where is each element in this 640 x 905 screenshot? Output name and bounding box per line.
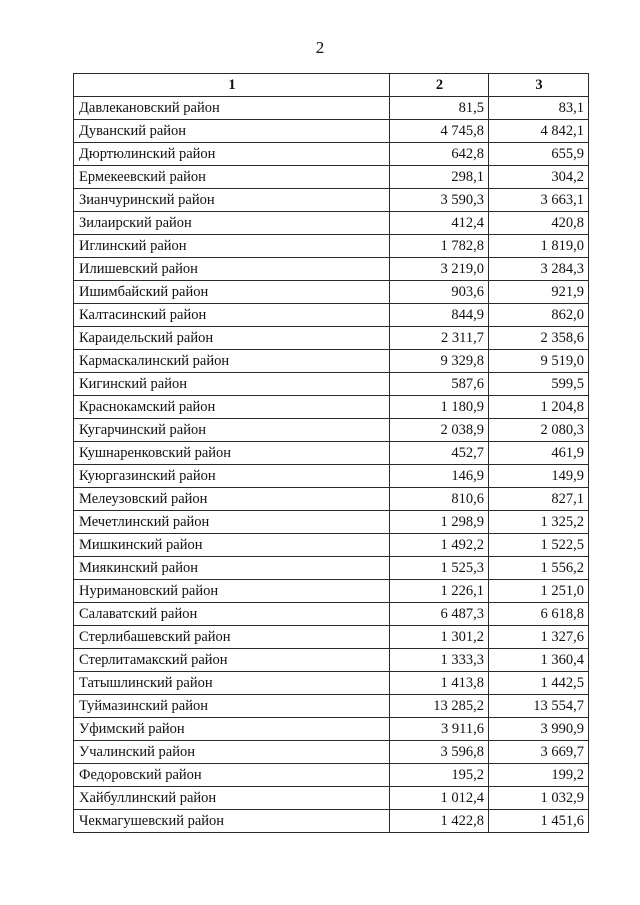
header-col-2: 2 bbox=[390, 74, 489, 97]
table-row bbox=[74, 189, 589, 212]
value-col-3-cell: 2 080,3 bbox=[489, 419, 589, 442]
value-col-2-cell: 298,1 bbox=[390, 166, 489, 189]
value-col-3-cell: 3 669,7 bbox=[489, 741, 589, 764]
district-name-cell: Караидельский район bbox=[74, 327, 390, 350]
table-row bbox=[74, 649, 589, 672]
value-col-2-cell: 1 180,9 bbox=[390, 396, 489, 419]
district-name-cell: Мелеузовский район bbox=[74, 488, 390, 511]
value-col-3-cell: 1 360,4 bbox=[489, 649, 589, 672]
value-col-3-cell: 2 358,6 bbox=[489, 327, 589, 350]
value-col-3-cell: 304,2 bbox=[489, 166, 589, 189]
value-col-2-cell: 1 492,2 bbox=[390, 534, 489, 557]
value-col-2-cell: 642,8 bbox=[390, 143, 489, 166]
value-col-3-cell: 1 204,8 bbox=[489, 396, 589, 419]
value-col-3-cell: 3 990,9 bbox=[489, 718, 589, 741]
value-col-2-cell: 13 285,2 bbox=[390, 695, 489, 718]
value-col-3-cell: 3 284,3 bbox=[489, 258, 589, 281]
value-col-3-cell: 9 519,0 bbox=[489, 350, 589, 373]
value-col-2-cell: 1 333,3 bbox=[390, 649, 489, 672]
value-col-2-cell: 9 329,8 bbox=[390, 350, 489, 373]
value-col-3-cell: 420,8 bbox=[489, 212, 589, 235]
table-row bbox=[74, 672, 589, 695]
district-name-cell: Ишимбайский район bbox=[74, 281, 390, 304]
table-row bbox=[74, 304, 589, 327]
value-col-2-cell: 810,6 bbox=[390, 488, 489, 511]
value-col-2-cell: 1 782,8 bbox=[390, 235, 489, 258]
district-name-cell: Давлекановский район bbox=[74, 97, 390, 120]
district-name-cell: Нуримановский район bbox=[74, 580, 390, 603]
district-name-cell: Мечетлинский район bbox=[74, 511, 390, 534]
value-col-2-cell: 3 911,6 bbox=[390, 718, 489, 741]
district-name-cell: Миякинский район bbox=[74, 557, 390, 580]
table-row bbox=[74, 97, 589, 120]
value-col-3-cell: 4 842,1 bbox=[489, 120, 589, 143]
table-row bbox=[74, 419, 589, 442]
value-col-2-cell: 412,4 bbox=[390, 212, 489, 235]
district-name-cell: Иглинский район bbox=[74, 235, 390, 258]
district-name-cell: Стерлибашевский район bbox=[74, 626, 390, 649]
table-row bbox=[74, 465, 589, 488]
table-row bbox=[74, 626, 589, 649]
table-row bbox=[74, 235, 589, 258]
value-col-3-cell: 1 451,6 bbox=[489, 810, 589, 833]
district-name-cell: Калтасинский район bbox=[74, 304, 390, 327]
value-col-2-cell: 81,5 bbox=[390, 97, 489, 120]
value-col-2-cell: 452,7 bbox=[390, 442, 489, 465]
header-row bbox=[74, 74, 589, 97]
value-col-3-cell: 1 522,5 bbox=[489, 534, 589, 557]
district-name-cell: Учалинский район bbox=[74, 741, 390, 764]
table-row bbox=[74, 396, 589, 419]
value-col-2-cell: 6 487,3 bbox=[390, 603, 489, 626]
value-col-2-cell: 4 745,8 bbox=[390, 120, 489, 143]
district-name-cell: Мишкинский район bbox=[74, 534, 390, 557]
district-name-cell: Чекмагушевский район bbox=[74, 810, 390, 833]
table-row bbox=[74, 787, 589, 810]
value-col-2-cell: 3 219,0 bbox=[390, 258, 489, 281]
table-row bbox=[74, 281, 589, 304]
value-col-3-cell: 655,9 bbox=[489, 143, 589, 166]
value-col-3-cell: 1 819,0 bbox=[489, 235, 589, 258]
table-row bbox=[74, 212, 589, 235]
value-col-2-cell: 2 038,9 bbox=[390, 419, 489, 442]
value-col-2-cell: 1 422,8 bbox=[390, 810, 489, 833]
value-col-2-cell: 1 301,2 bbox=[390, 626, 489, 649]
table-row bbox=[74, 534, 589, 557]
table-row bbox=[74, 511, 589, 534]
table-row bbox=[74, 695, 589, 718]
table-row bbox=[74, 557, 589, 580]
value-col-3-cell: 827,1 bbox=[489, 488, 589, 511]
header-col-3: 3 bbox=[489, 74, 589, 97]
table-header bbox=[74, 74, 589, 97]
value-col-3-cell: 3 663,1 bbox=[489, 189, 589, 212]
district-name-cell: Хайбуллинский район bbox=[74, 787, 390, 810]
value-col-2-cell: 587,6 bbox=[390, 373, 489, 396]
table-row bbox=[74, 442, 589, 465]
value-col-2-cell: 2 311,7 bbox=[390, 327, 489, 350]
district-name-cell: Дюртюлинский район bbox=[74, 143, 390, 166]
value-col-2-cell: 195,2 bbox=[390, 764, 489, 787]
value-col-3-cell: 921,9 bbox=[489, 281, 589, 304]
value-col-2-cell: 3 590,3 bbox=[390, 189, 489, 212]
value-col-3-cell: 6 618,8 bbox=[489, 603, 589, 626]
page-number: 2 bbox=[315, 38, 325, 57]
table-row bbox=[74, 350, 589, 373]
district-name-cell: Зианчуринский район bbox=[74, 189, 390, 212]
value-col-3-cell: 83,1 bbox=[489, 97, 589, 120]
value-col-3-cell: 461,9 bbox=[489, 442, 589, 465]
table-body bbox=[74, 97, 589, 833]
table-row bbox=[74, 741, 589, 764]
table-row bbox=[74, 810, 589, 833]
value-col-2-cell: 844,9 bbox=[390, 304, 489, 327]
header-col-1: 1 bbox=[74, 74, 390, 97]
value-col-3-cell: 199,2 bbox=[489, 764, 589, 787]
district-name-cell: Кушнаренковский район bbox=[74, 442, 390, 465]
value-col-3-cell: 1 556,2 bbox=[489, 557, 589, 580]
district-name-cell: Кигинский район bbox=[74, 373, 390, 396]
value-col-3-cell: 862,0 bbox=[489, 304, 589, 327]
district-name-cell: Уфимский район bbox=[74, 718, 390, 741]
district-name-cell: Дуванский район bbox=[74, 120, 390, 143]
table-row bbox=[74, 580, 589, 603]
value-col-3-cell: 1 251,0 bbox=[489, 580, 589, 603]
data-table bbox=[73, 73, 589, 833]
district-name-cell: Кугарчинский район bbox=[74, 419, 390, 442]
table-row bbox=[74, 258, 589, 281]
value-col-2-cell: 146,9 bbox=[390, 465, 489, 488]
district-name-cell: Кармаскалинский район bbox=[74, 350, 390, 373]
value-col-3-cell: 1 032,9 bbox=[489, 787, 589, 810]
district-name-cell: Стерлитамакский район bbox=[74, 649, 390, 672]
table-row bbox=[74, 120, 589, 143]
value-col-3-cell: 1 327,6 bbox=[489, 626, 589, 649]
district-name-cell: Федоровский район bbox=[74, 764, 390, 787]
table-row bbox=[74, 166, 589, 189]
value-col-2-cell: 3 596,8 bbox=[390, 741, 489, 764]
value-col-2-cell: 1 413,8 bbox=[390, 672, 489, 695]
district-name-cell: Куюргазинский район bbox=[74, 465, 390, 488]
table-row bbox=[74, 143, 589, 166]
table-row bbox=[74, 764, 589, 787]
value-col-2-cell: 1 226,1 bbox=[390, 580, 489, 603]
value-col-3-cell: 149,9 bbox=[489, 465, 589, 488]
value-col-2-cell: 903,6 bbox=[390, 281, 489, 304]
value-col-2-cell: 1 525,3 bbox=[390, 557, 489, 580]
value-col-2-cell: 1 012,4 bbox=[390, 787, 489, 810]
table-row bbox=[74, 373, 589, 396]
value-col-3-cell: 1 442,5 bbox=[489, 672, 589, 695]
district-name-cell: Татышлинский район bbox=[74, 672, 390, 695]
table-row bbox=[74, 718, 589, 741]
district-name-cell: Илишевский район bbox=[74, 258, 390, 281]
district-name-cell: Салаватский район bbox=[74, 603, 390, 626]
table-row bbox=[74, 488, 589, 511]
value-col-2-cell: 1 298,9 bbox=[390, 511, 489, 534]
district-name-cell: Туймазинский район bbox=[74, 695, 390, 718]
table-row bbox=[74, 603, 589, 626]
district-name-cell: Зилаирский район bbox=[74, 212, 390, 235]
value-col-3-cell: 1 325,2 bbox=[489, 511, 589, 534]
table-row bbox=[74, 327, 589, 350]
district-name-cell: Краснокамский район bbox=[74, 396, 390, 419]
value-col-3-cell: 599,5 bbox=[489, 373, 589, 396]
value-col-3-cell: 13 554,7 bbox=[489, 695, 589, 718]
district-name-cell: Ермекеевский район bbox=[74, 166, 390, 189]
